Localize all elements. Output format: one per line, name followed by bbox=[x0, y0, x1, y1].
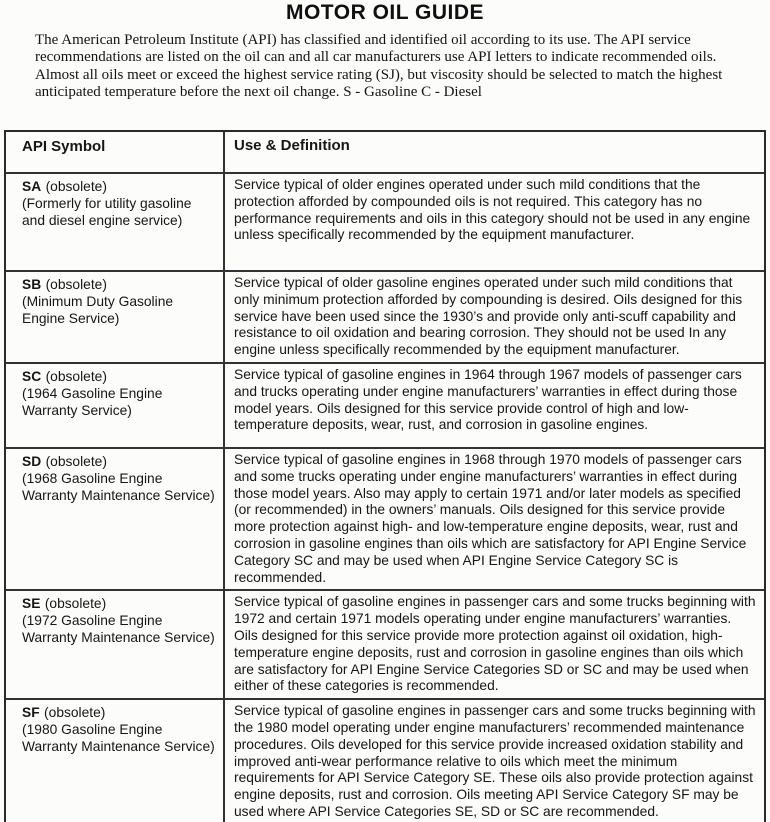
api-service-table bbox=[4, 130, 766, 822]
api-symbol-cell bbox=[6, 364, 225, 447]
api-symbol-cell bbox=[6, 174, 225, 270]
page-title: MOTOR OIL GUIDE bbox=[285, 1, 485, 24]
definition-cell: Service typical of gasoline engines in 1968 through 1970 models of passenger cars and some trucks operating under engine manufacturers’ warranties in effect during those model years. Also may apply to certain 1971 and/or later models as specified (or recommended) in the owners’ manuals. Oils designed for this service provide more protection against high- and low-temperature engine deposits, wear, rust and corrosion in gasoline engines than oils which are satisfactory for API Engine Service Category SC and may be used when API Engine Service Category SC is recommended. bbox=[234, 451, 747, 585]
api-status: (obsolete) bbox=[44, 705, 106, 721]
api-subtitle: (Minimum Duty Gasoline Engine Service) bbox=[22, 294, 174, 326]
intro-line: Almost all oils meet or exceed the highest service rating (SJ), but viscosity should be selected to match the highest bbox=[35, 66, 723, 83]
table-row bbox=[6, 698, 764, 822]
api-status: (obsolete) bbox=[45, 179, 107, 194]
definition-cell: Service typical of gasoline engines in 1964 through 1967 models of passenger cars and trucks operating under engine manufacturers’ warranties in effect during those model years. Oils designed for this service provide control of high and low-temperature deposits, wear, rust, and corrosion in gasoline engines. bbox=[234, 366, 742, 433]
api-code: SF bbox=[22, 705, 40, 721]
api-subtitle: (1964 Gasoline Engine Warranty Service) bbox=[22, 385, 163, 418]
api-status: (obsolete) bbox=[44, 596, 107, 612]
api-code: SA bbox=[22, 179, 42, 194]
table-row bbox=[6, 589, 764, 698]
api-symbol-cell bbox=[6, 272, 225, 362]
api-subtitle: (1968 Gasoline Engine Warranty Maintenance Service) bbox=[22, 470, 215, 503]
table-header-row bbox=[6, 132, 764, 172]
api-code: SD bbox=[22, 453, 42, 469]
table-row bbox=[6, 447, 764, 589]
api-symbol-cell bbox=[6, 591, 225, 698]
api-status: (obsolete) bbox=[45, 453, 107, 469]
intro-paragraph bbox=[35, 32, 735, 102]
definition-cell: Service typical of older engines operated under such mild conditions that the protection afforded by compounded oils is not required. This category has no performance requirements and oils in this category should not be used in any engine unless specifically recommended by the equipment manufacturer. bbox=[234, 177, 751, 243]
intro-line: The American Petroleum Institute (API) has classified and identified oil according to its use. The API service bbox=[35, 32, 691, 48]
api-code: SC bbox=[22, 368, 42, 384]
intro-line: anticipated temperature before the next oil change. S - Gasoline C - Diesel bbox=[35, 84, 482, 101]
intro-line: recommendations are listed on the oil can and all car manufacturers use API letters to indicate recommended oils. bbox=[35, 49, 717, 66]
definition-cell: Service typical of gasoline engines in passenger cars and some trucks beginning with the 1980 model operating under engine manufacturers’ recommended maintenance procedures. Oils developed for this service provide increased oxidation stability and improved anti-wear performance relative to oils which meet the minimum requirements for API Service Category SE. These oils also provide protection against engine deposits, rust and corrosion. Oils meeting API Service Category SF may be used where API Service Categories SE, SD or SC are recommended. bbox=[234, 703, 756, 819]
api-subtitle: (Formerly for utility gasoline and diesel engine service) bbox=[22, 196, 192, 228]
api-subtitle: (1972 Gasoline Engine Warranty Maintenance Service) bbox=[22, 613, 215, 646]
definition-cell: Service typical of gasoline engines in passenger cars and some trucks beginning with 1972 and certain 1971 models operating under engine manufacturers’ warranties. Oils designed for this service provide more protection against oil oxidation, high-temperature engine deposits, rust and corrosion in gasoline engines than oils which are satisfactory for API Engine Service Categories SD or SC and may be used when either of these categories is recommended. bbox=[234, 594, 756, 694]
column-header-use-definition: Use & Definition bbox=[234, 137, 350, 154]
api-code: SE bbox=[22, 596, 41, 612]
api-code: SB bbox=[22, 277, 42, 292]
api-subtitle: (1980 Gasoline Engine Warranty Maintenance Service) bbox=[22, 722, 215, 755]
api-status: (obsolete) bbox=[45, 277, 107, 292]
table-row bbox=[6, 362, 764, 447]
table-row bbox=[6, 172, 764, 270]
api-status: (obsolete) bbox=[45, 368, 107, 384]
column-header-api-symbol: API Symbol bbox=[6, 132, 225, 172]
definition-cell: Service typical of older gasoline engines operated under such mild conditions that only minimum protection afforded by compounding is desired. Oils designed for this service have been used since the 1930’s and provide only anti-scuff capability and resistance to oil oxidation and bearing corrosion. They should not be used In any engine unless specifically recommended by the equipment manufacturer. bbox=[234, 275, 743, 358]
api-symbol-cell bbox=[6, 449, 225, 589]
api-symbol-cell bbox=[6, 700, 225, 822]
table-row bbox=[6, 270, 764, 362]
